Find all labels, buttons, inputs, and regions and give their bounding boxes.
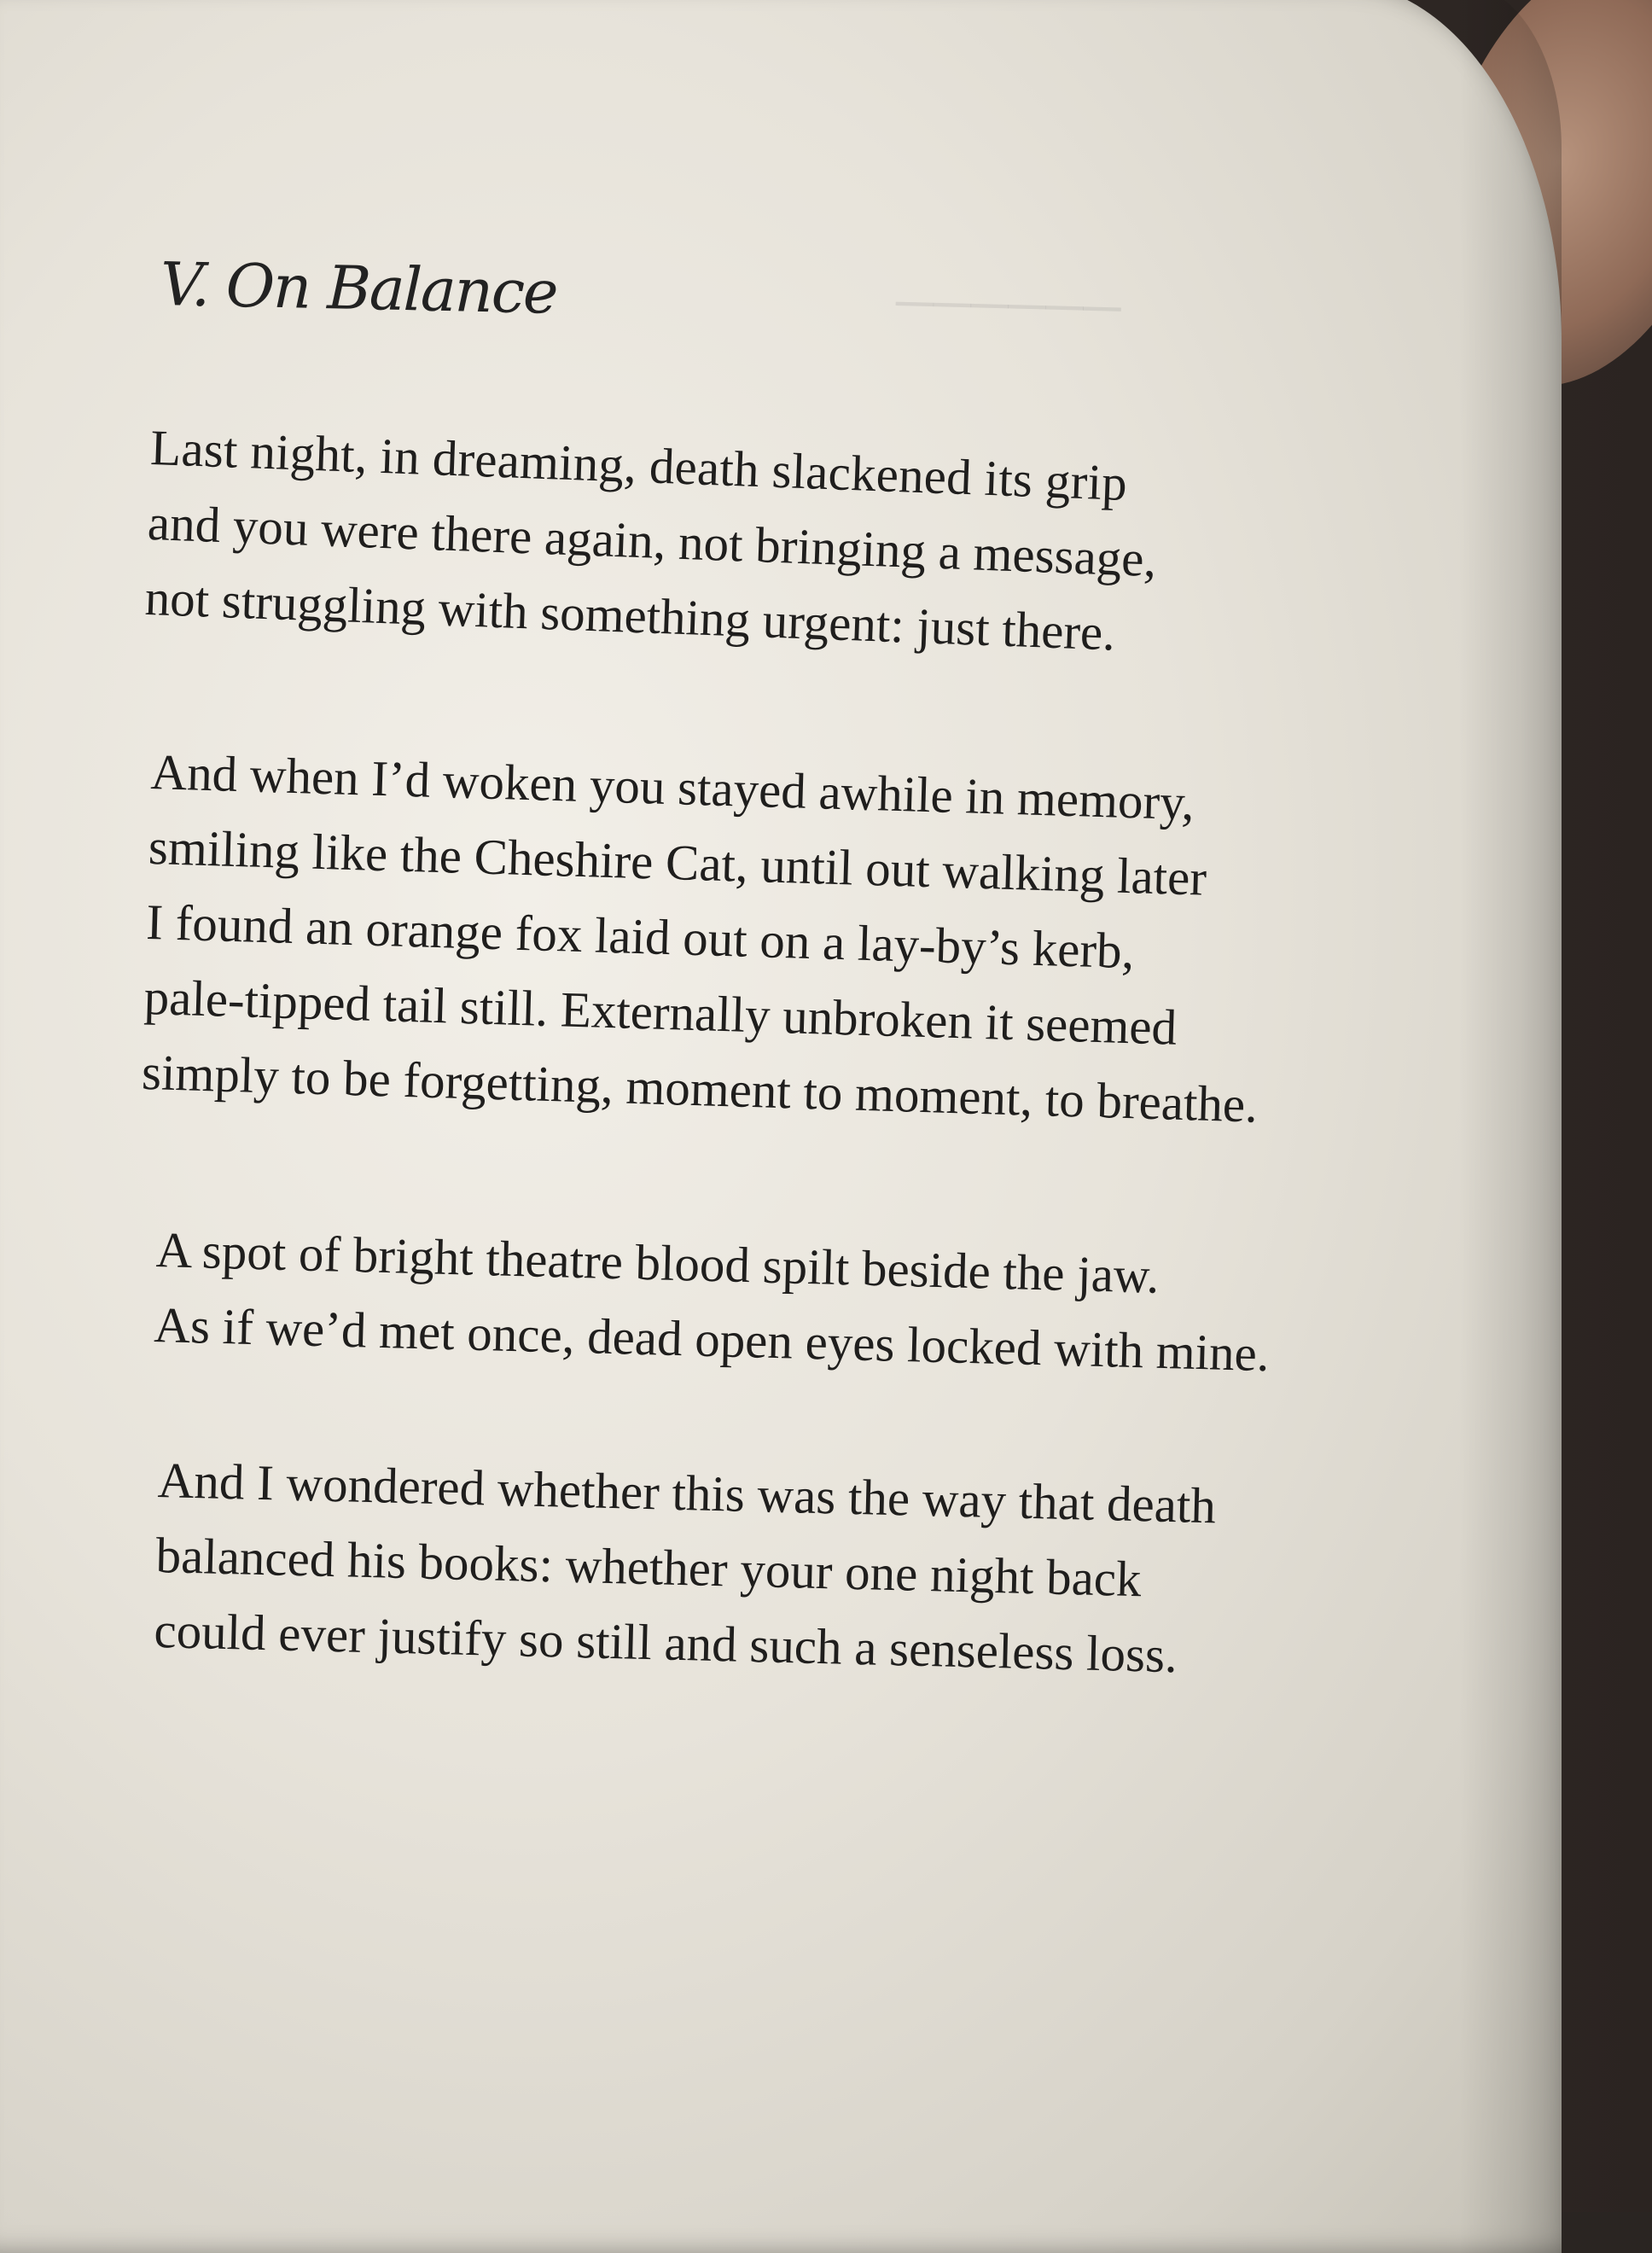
poem-line: balanced his books: whether your one night back: [154, 1526, 1143, 1608]
poem-line: And when I’d woken you stayed awhile in memory,: [149, 742, 1195, 831]
poem-line: Last night, in dreaming, death slackened its grip: [149, 418, 1129, 511]
poem-line: and you were there again, not bringing a message,: [146, 493, 1158, 588]
poem-line: not struggling with something urgent: just there.: [143, 568, 1117, 661]
bleed-through-title: ──────: [895, 273, 1122, 338]
poem-line: I found an orange fox laid out on a lay-by’s kerb,: [145, 893, 1136, 980]
poem-line: As if we’d met once, dead open eyes locked with mine.: [153, 1295, 1271, 1383]
poem-line: pale-tipped tail still. Externally unbroken it seemed: [143, 968, 1178, 1056]
stanza-1: [143, 410, 1160, 672]
poem-line: And I wondered whether this was the way that death: [157, 1451, 1217, 1534]
poem-line: smiling like the Cheshire Cat, until out walking later: [148, 818, 1207, 906]
page-curl-shadow: [1459, 0, 1562, 2253]
poem-line: simply to be forgetting, moment to moment, to breathe.: [141, 1043, 1259, 1133]
stanza-2: [141, 734, 1268, 1143]
stanza-3: [153, 1212, 1272, 1391]
poem-title: V. On Balance: [160, 249, 558, 328]
poem-line: could ever justify so still and such a senseless loss.: [153, 1601, 1178, 1684]
poem-line: A spot of bright theatre blood spilt beside the jaw.: [154, 1220, 1160, 1304]
stanza-4: [154, 1442, 1217, 1693]
